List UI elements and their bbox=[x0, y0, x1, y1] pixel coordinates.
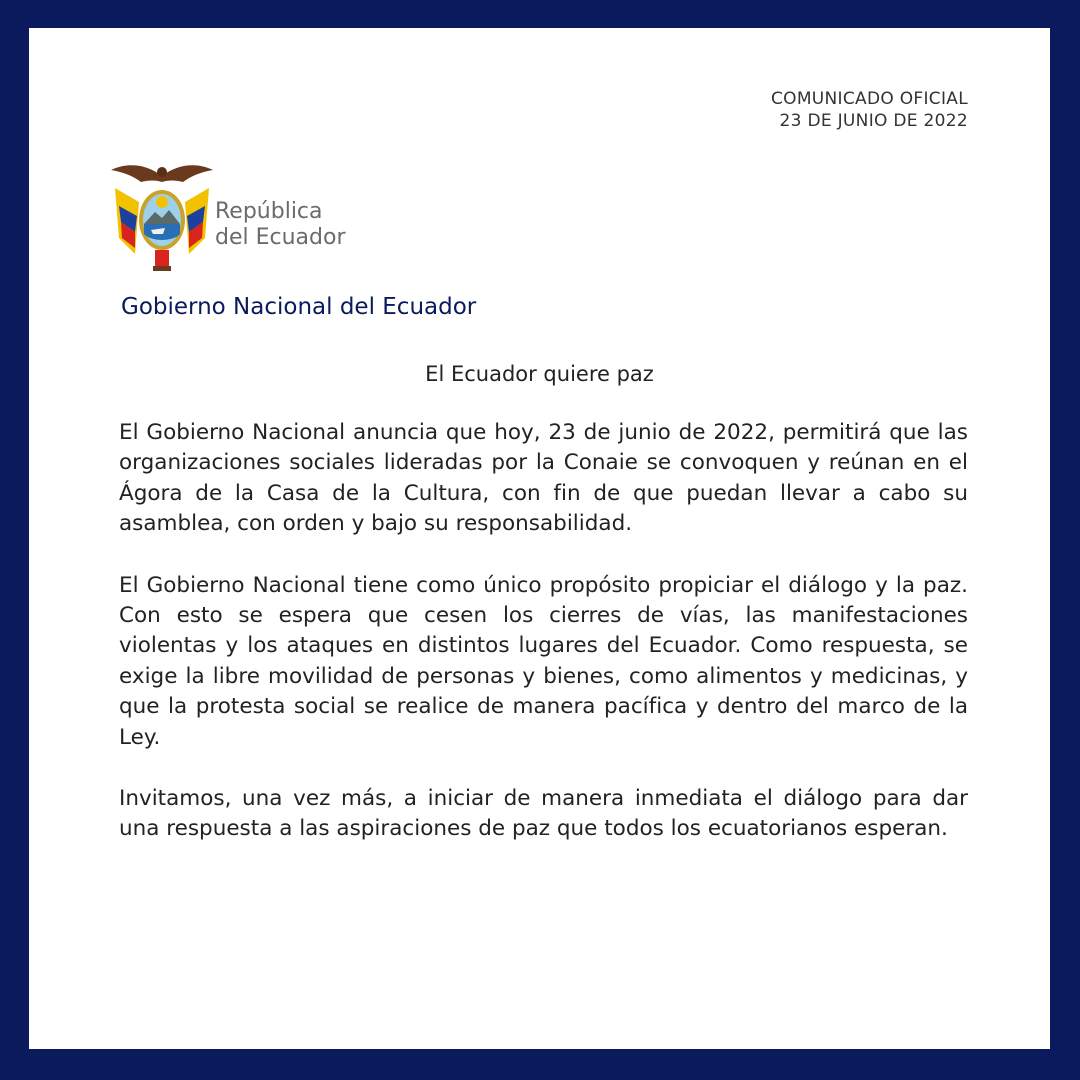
document-page bbox=[29, 28, 1050, 1049]
communique-body bbox=[119, 418, 968, 876]
ecuador-coat-of-arms-icon bbox=[109, 158, 215, 278]
document-date: 23 DE JUNIO DE 2022 bbox=[779, 111, 968, 131]
communique-subject: El Ecuador quiere paz bbox=[425, 362, 654, 386]
logo-line-2: del Ecuador bbox=[215, 225, 346, 250]
paragraph-2: El Gobierno Nacional tiene como único propósito propiciar el diálogo y la paz. Con esto se espera que cesen los cierres de vías, las manifestaciones violentas y los ataques en distintos lugares del Ecuador. Como respuesta, se exige la libre movilidad de personas y bienes, como alimentos y medicinas, y que la protesta social se realice de manera pacífica y dentro del marco de la Ley. bbox=[119, 572, 968, 750]
organization-title: Gobierno Nacional del Ecuador bbox=[121, 294, 477, 320]
republic-logo-text bbox=[215, 199, 346, 251]
paragraph-1: El Gobierno Nacional anuncia que hoy, 23 de junio de 2022, permitirá que las organizaciones sociales lideradas por la Conaie se convoquen y reúnan en el Ágora de la Casa de la Cultura, con fin de que puedan llevar a cabo su asamblea, con orden y bajo su responsabilidad. bbox=[119, 420, 968, 537]
logo-line-1: República bbox=[215, 199, 323, 224]
document-type: COMUNICADO OFICIAL bbox=[770, 89, 968, 109]
header-meta bbox=[771, 88, 968, 132]
paragraph-3: Invitamos, una vez más, a iniciar de manera inmediata el diálogo para dar una respuesta a las aspiraciones de paz que todos los ecuatorianos esperan. bbox=[119, 786, 968, 842]
